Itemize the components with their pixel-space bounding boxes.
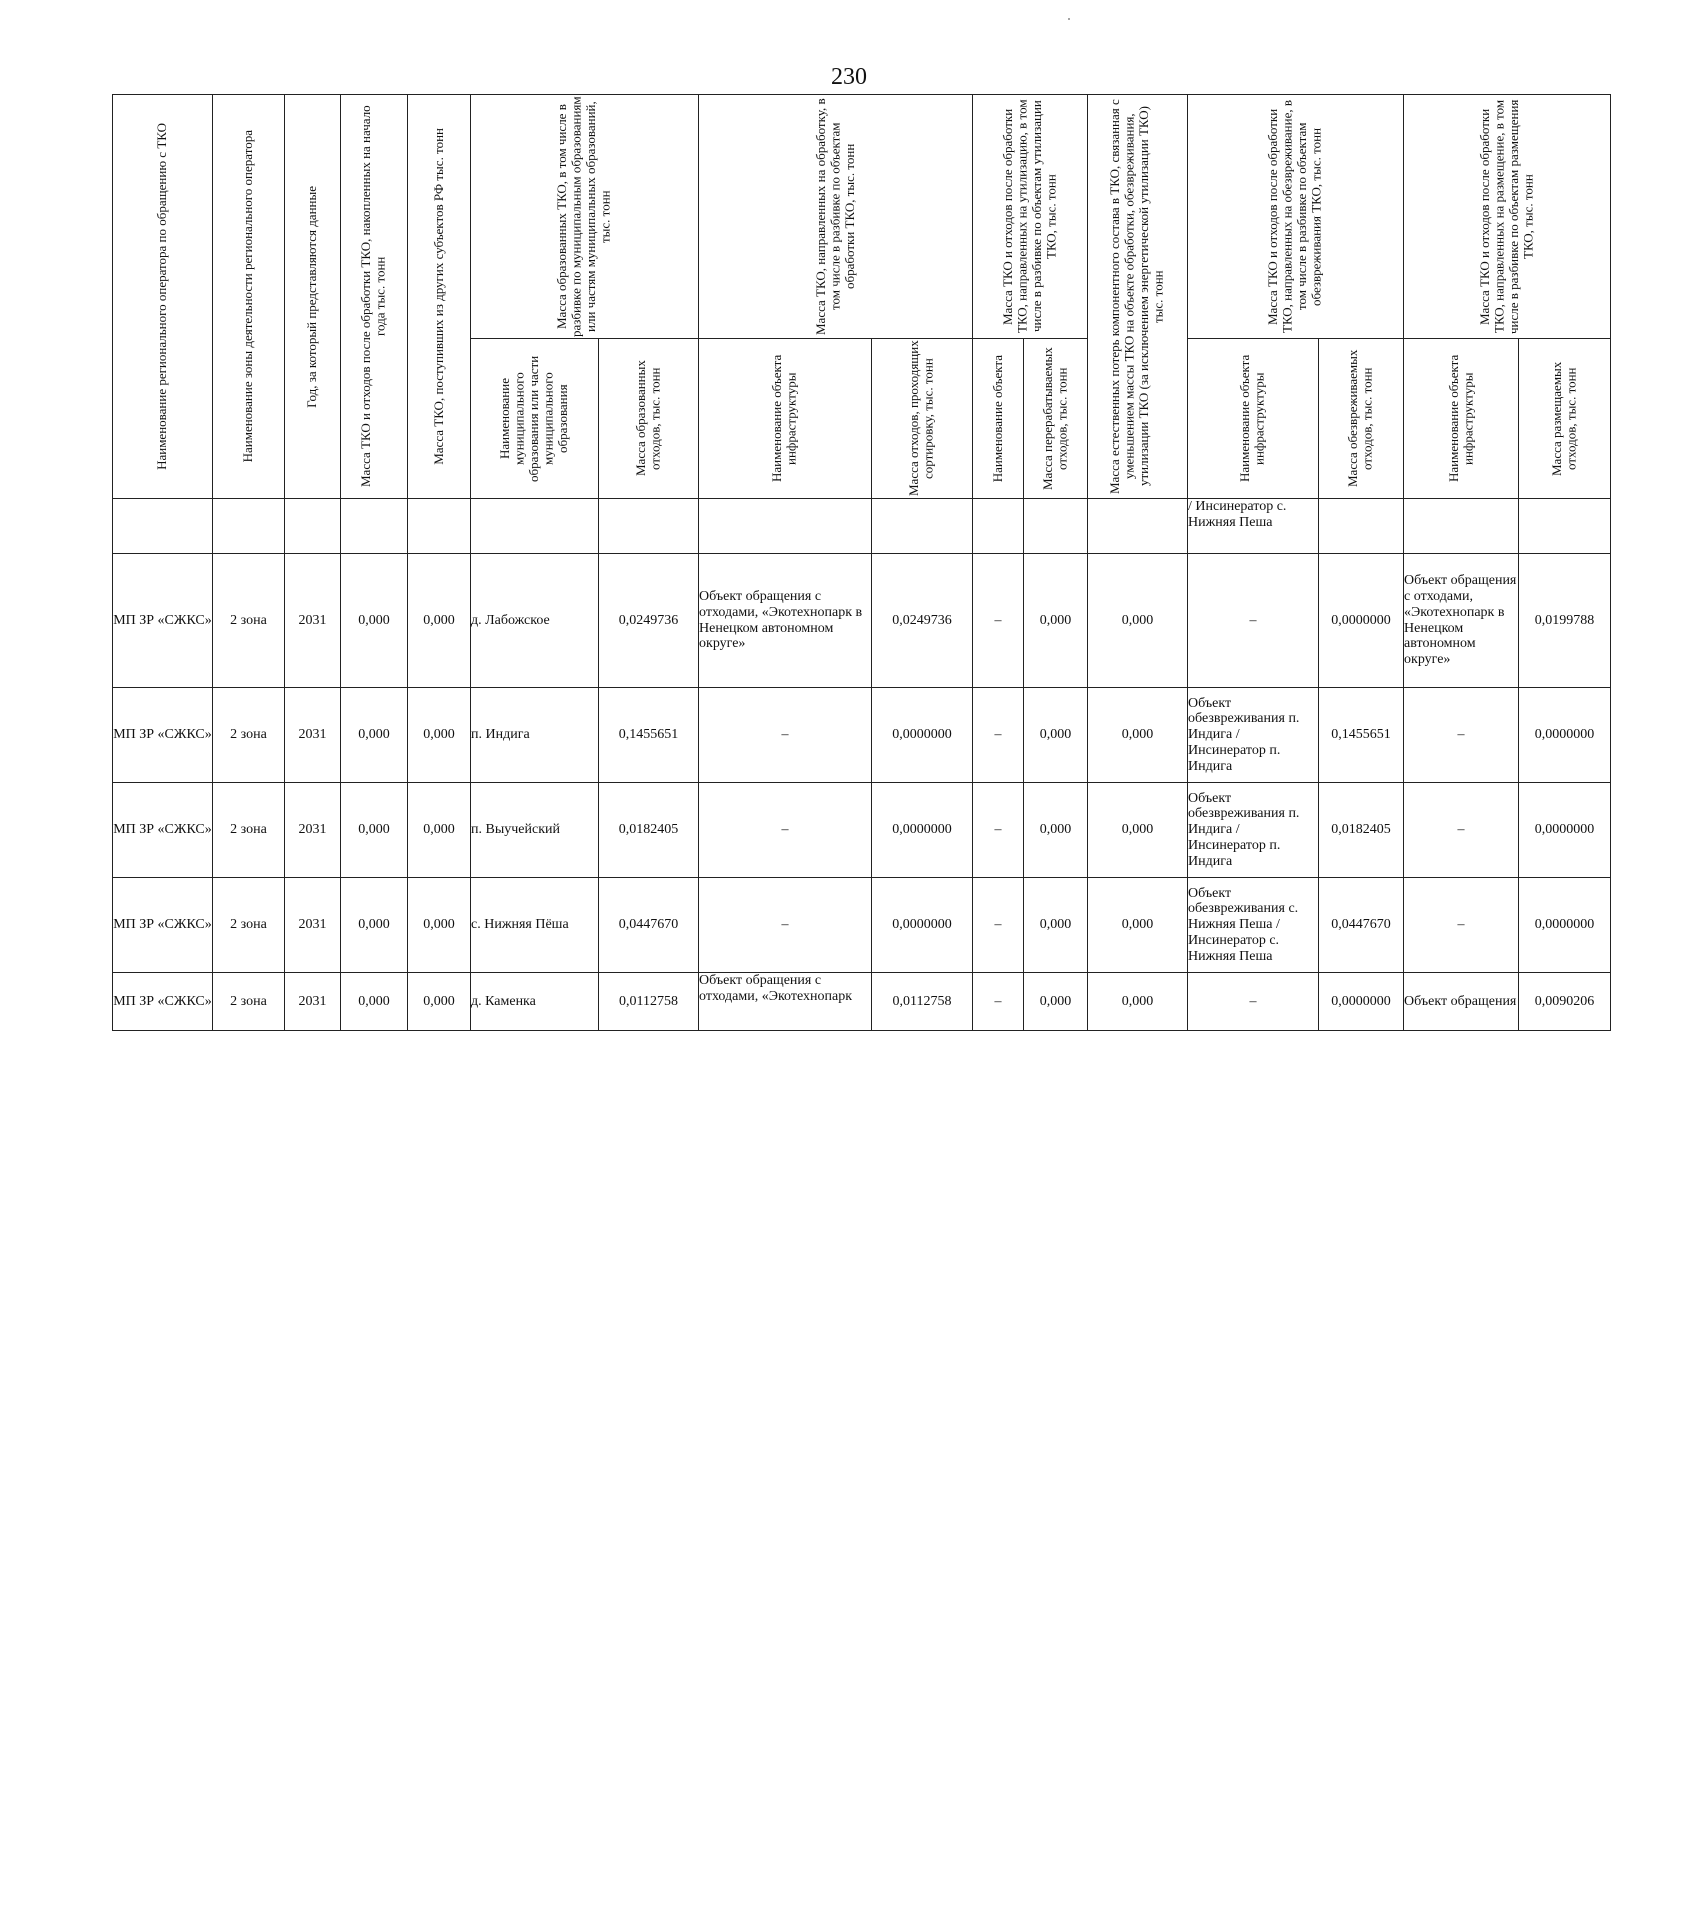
table-row xyxy=(113,688,1611,783)
header-infra-name-placement: Наименование объекта инфраструктуры xyxy=(1404,339,1519,499)
header-mass-placement: Масса ТКО и отходов после обработки ТКО, направленных на размещение, в том числе в разбивке по объектам размещения ТКО, тыс. тонн xyxy=(1404,95,1611,339)
mass-formed-cell: 0,0249736 xyxy=(599,554,699,688)
header-row-main xyxy=(113,95,1611,339)
mass-sorting-cell: 0,0000000 xyxy=(872,878,973,973)
mass-losses-cell: 0,000 xyxy=(1088,878,1188,973)
mass-recycled-cell: 0,000 xyxy=(1024,973,1088,1031)
mass-other-cell: 0,000 xyxy=(408,688,471,783)
header-mass-processing: Масса ТКО, направленных на обработку, в том числе в разбивке по объектам обработки ТКО, тыс. тонн xyxy=(699,95,973,339)
utilization-object-cell: – xyxy=(973,554,1024,688)
mass-placed-cell: 0,0000000 xyxy=(1519,688,1611,783)
header-mo-name: Наименование муниципального образования или части муниципального образования xyxy=(471,339,599,499)
mass-other-cell: 0,000 xyxy=(408,783,471,878)
mass-formed-cell: 0,1455651 xyxy=(599,688,699,783)
mass-sorting-cell: 0,0249736 xyxy=(872,554,973,688)
year-cell: 2031 xyxy=(285,878,341,973)
processing-object-cell: – xyxy=(699,688,872,783)
mass-formed-cell: 0,0182405 xyxy=(599,783,699,878)
placement-object-cell: – xyxy=(1404,688,1519,783)
placement-object-cell: Объект обращения с отходами, «Экотехнопарк в Ненецком автономном округе» xyxy=(1404,554,1519,688)
mass-other-cell: 0,000 xyxy=(408,878,471,973)
utilization-object-cell: – xyxy=(973,783,1024,878)
mass-losses-cell: 0,000 xyxy=(1088,783,1188,878)
mass-recycled-cell: 0,000 xyxy=(1024,688,1088,783)
mass-sorting-cell: 0,0112758 xyxy=(872,973,973,1031)
table-row xyxy=(113,783,1611,878)
utilization-object-cell: – xyxy=(973,688,1024,783)
mass-neutralized-cell: 0,1455651 xyxy=(1319,688,1404,783)
placement-object-cell: – xyxy=(1404,783,1519,878)
zone-cell: 2 зона xyxy=(213,688,285,783)
placement-object-cell: – xyxy=(1404,878,1519,973)
mass-recycled-cell: 0,000 xyxy=(1024,878,1088,973)
table-row-continuation xyxy=(113,499,1611,554)
scan-speck xyxy=(1068,18,1070,20)
year-cell: 2031 xyxy=(285,783,341,878)
year-cell: 2031 xyxy=(285,973,341,1031)
zone-cell: 2 зона xyxy=(213,554,285,688)
processing-object-cell: – xyxy=(699,783,872,878)
header-operator: Наименование регионального оператора по обращению с ТКО xyxy=(113,95,213,499)
header-mass-neutralization: Масса ТКО и отходов после обработки ТКО, направленных на обезвреживание, в том числе в разбивке по объектам обезвреживания ТКО, тыс. тонн xyxy=(1188,95,1404,339)
mass-placed-cell: 0,0000000 xyxy=(1519,783,1611,878)
header-zone: Наименование зоны деятельности регионального оператора xyxy=(213,95,285,499)
mass-sorting-cell: 0,0000000 xyxy=(872,783,973,878)
processing-object-cell: Объект обращения с отходами, «Экотехнопарк в Ненецком автономном округе» xyxy=(699,554,872,688)
header-infra-name-neutralization: Наименование объекта инфраструктуры xyxy=(1188,339,1319,499)
year-cell: 2031 xyxy=(285,688,341,783)
header-mass-neutralized: Масса обезвреживаемых отходов, тыс. тонн xyxy=(1319,339,1404,499)
processing-object-cell: Объект обращения с отходами, «Экотехнопарк xyxy=(699,973,872,1031)
table-row xyxy=(113,973,1611,1031)
neutralization-object-cell: Объект обезвреживания п. Индига / Инсинератор п. Индига xyxy=(1188,688,1319,783)
mo-cell: д. Лабожское xyxy=(471,554,599,688)
mass-neutralized-cell: 0,0447670 xyxy=(1319,878,1404,973)
mass-recycled-cell: 0,000 xyxy=(1024,783,1088,878)
operator-cell: МП ЗР «СЖКС» xyxy=(113,973,213,1031)
mass-other-cell: 0,000 xyxy=(408,973,471,1031)
mass-neutralized-cell: 0,0000000 xyxy=(1319,973,1404,1031)
mass-losses-cell: 0,000 xyxy=(1088,554,1188,688)
header-mass-recycled: Масса перерабатываемых отходов, тыс. тонн xyxy=(1024,339,1088,499)
mo-cell: п. Индига xyxy=(471,688,599,783)
zone-cell: 2 зона xyxy=(213,973,285,1031)
header-object-name-utilization: Наименование объекта xyxy=(973,339,1024,499)
operator-cell: МП ЗР «СЖКС» xyxy=(113,783,213,878)
header-mass-sorting: Масса отходов, проходящих сортировку, тыс. тонн xyxy=(872,339,973,499)
mass-start-cell: 0,000 xyxy=(341,554,408,688)
utilization-object-cell: – xyxy=(973,878,1024,973)
table-row xyxy=(113,878,1611,973)
mass-sorting-cell: 0,0000000 xyxy=(872,688,973,783)
neutralization-object-cell: Объект обезвреживания п. Индига / Инсинератор п. Индига xyxy=(1188,783,1319,878)
neutralization-object-cell: – xyxy=(1188,973,1319,1031)
mass-placed-cell: 0,0000000 xyxy=(1519,878,1611,973)
header-mass-start: Масса ТКО и отходов после обработки ТКО, накопленных на начало года тыс. тонн xyxy=(341,95,408,499)
header-mass-placed: Масса размещаемых отходов, тыс. тонн xyxy=(1519,339,1611,499)
neutralization-object-cell: / Инсинератор с. Нижняя Пеша xyxy=(1188,499,1319,554)
header-mass-other-regions: Масса ТКО, поступивших из других субъектов РФ тыс. тонн xyxy=(408,95,471,499)
header-infra-name-processing: Наименование объекта инфраструктуры xyxy=(699,339,872,499)
mass-other-cell: 0,000 xyxy=(408,554,471,688)
header-mass-utilization: Масса ТКО и отходов после обработки ТКО, направленных на утилизацию, в том числе в разбивке по объектам утилизации ТКО, тыс. тонн xyxy=(973,95,1088,339)
mass-start-cell: 0,000 xyxy=(341,688,408,783)
page-number: 230 xyxy=(831,64,867,90)
zone-cell: 2 зона xyxy=(213,783,285,878)
mass-placed-cell: 0,0090206 xyxy=(1519,973,1611,1031)
mass-neutralized-cell: 0,0000000 xyxy=(1319,554,1404,688)
mass-start-cell: 0,000 xyxy=(341,783,408,878)
operator-cell: МП ЗР «СЖКС» xyxy=(113,688,213,783)
mo-cell: с. Нижняя Пёша xyxy=(471,878,599,973)
operator-cell: МП ЗР «СЖКС» xyxy=(113,554,213,688)
waste-data-table xyxy=(112,94,1611,1031)
mass-formed-cell: 0,0447670 xyxy=(599,878,699,973)
header-mass-losses: Масса естественных потерь компонентного состава в ТКО, связанная с уменьшением массы ТКО на объекте обработки, обезвреживания, утилизации ТКО (за исключением энергетической утилизации ТКО) тыс. тонн xyxy=(1088,95,1188,499)
year-cell: 2031 xyxy=(285,554,341,688)
mass-recycled-cell: 0,000 xyxy=(1024,554,1088,688)
mass-losses-cell: 0,000 xyxy=(1088,973,1188,1031)
table-row xyxy=(113,554,1611,688)
processing-object-cell: – xyxy=(699,878,872,973)
placement-object-cell: Объект обращения xyxy=(1404,973,1519,1031)
header-mass-formed-sub: Масса образованных отходов, тыс. тонн xyxy=(599,339,699,499)
mo-cell: п. Выучейский xyxy=(471,783,599,878)
mass-formed-cell: 0,0112758 xyxy=(599,973,699,1031)
neutralization-object-cell: – xyxy=(1188,554,1319,688)
neutralization-object-cell: Объект обезвреживания с. Нижняя Пеша / Инсинератор с. Нижняя Пеша xyxy=(1188,878,1319,973)
header-mass-formed: Масса образованных ТКО, в том числе в разбивке по муниципальным образованиям или частям муниципальных образований, тыс. тонн xyxy=(471,95,699,339)
operator-cell: МП ЗР «СЖКС» xyxy=(113,878,213,973)
mass-losses-cell: 0,000 xyxy=(1088,688,1188,783)
mass-start-cell: 0,000 xyxy=(341,878,408,973)
utilization-object-cell: – xyxy=(973,973,1024,1031)
mass-start-cell: 0,000 xyxy=(341,973,408,1031)
header-year: Год, за который представляются данные xyxy=(285,95,341,499)
mass-placed-cell: 0,0199788 xyxy=(1519,554,1611,688)
zone-cell: 2 зона xyxy=(213,878,285,973)
mass-neutralized-cell: 0,0182405 xyxy=(1319,783,1404,878)
mo-cell: д. Каменка xyxy=(471,973,599,1031)
